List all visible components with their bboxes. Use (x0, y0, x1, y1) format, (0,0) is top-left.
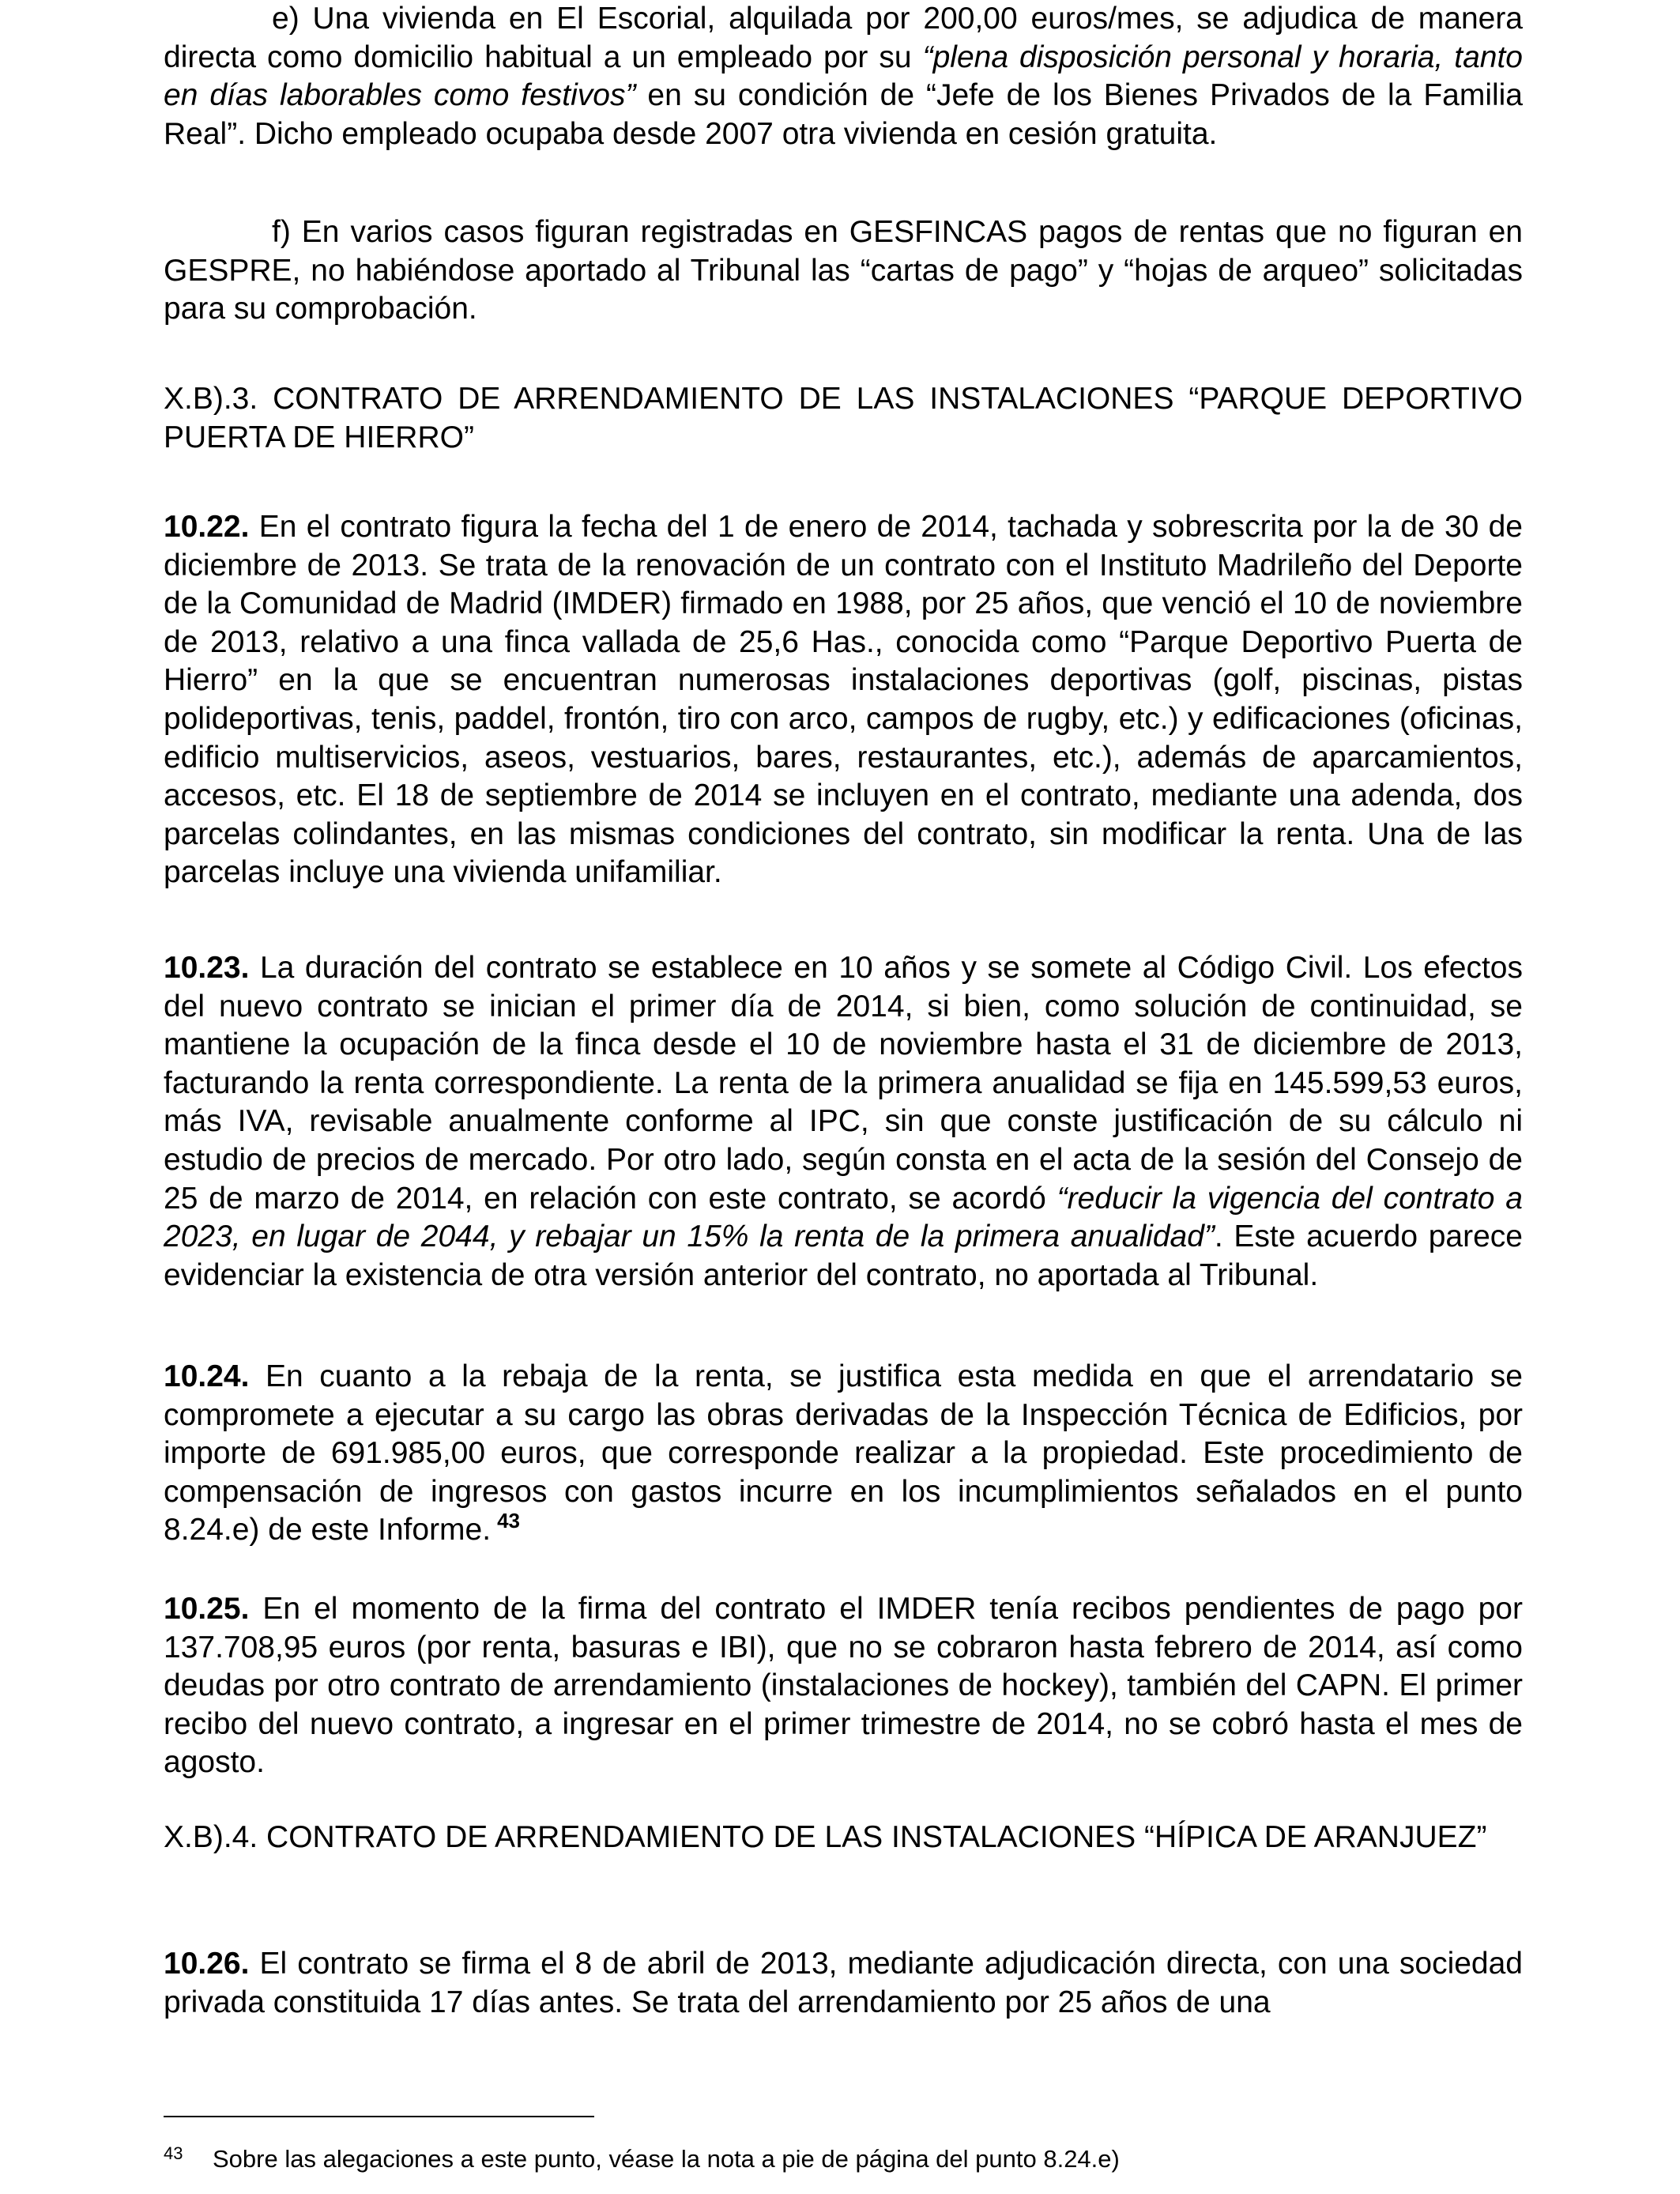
footnote-divider (164, 2116, 594, 2117)
paragraph-e (164, 0, 1523, 153)
section-heading-xb3: X.B).3. CONTRATO DE ARRENDAMIENTO DE LAS INSTALACIONES “PARQUE DEPORTIVO PUERTA DE HIERRO” (164, 382, 1523, 454)
paragraph-number: 10.23. (164, 951, 250, 985)
section-heading-xb4: X.B).4. CONTRATO DE ARRENDAMIENTO DE LAS INSTALACIONES “HÍPICA DE ARANJUEZ” (164, 1820, 1487, 1854)
paragraph-quote: “reducir la vigencia del contrato a 2023, en lugar de 2044, y rebajar un 15% la renta de la primera anualidad” (164, 1181, 1523, 1254)
paragraph-text: El contrato se firma el 8 de abril de 2013, mediante adjudicación directa, con una sociedad privada constituida 17 días antes. Se trata del arrendamiento por 25 años de una (164, 1947, 1523, 2019)
paragraph-e-text-1: e) Una vivienda en El Escorial, alquilada por 200,00 euros/mes, se adjudica de manera directa como domicilio habitual a un empleado por su (164, 2, 1523, 74)
paragraph-number: 10.22. (164, 510, 250, 544)
paragraph-text-1: La duración del contrato se establece en 10 años y se somete al Código Civil. Los efectos del nuevo contrato se inician el primer día de 2014, si bien, como solución de continuidad, se mantiene la ocupación de la finca desde el 10 de noviembre hasta el 31 de diciembre de 2013, facturando la renta correspondiente. La renta de la primera anualidad se fija en 145.599,53 euros, más IVA, revisable anualmente conforme al IPC, sin que conste justificación de su cálculo ni estudio de precios de mercado. Por otro lado, según consta en el acta de la sesión del Consejo de 25 de marzo de 2014, en relación con este contrato, se acordó (164, 951, 1523, 1216)
paragraph-text: En el momento de la firma del contrato el IMDER tenía recibos pendientes de pago por 137.708,95 euros (por renta, basuras e IBI), que no se cobraron hasta febrero de 2014, así como deudas por otro contrato de arrendamiento (instalaciones de hockey), también del CAPN. El primer recibo del nuevo contrato, a ingresar en el primer trimestre de 2014, no se cobró hasta el mes de agosto. (164, 1592, 1523, 1780)
paragraph-10-23 (164, 949, 1523, 1295)
paragraph-e-quote: “plena disposición personal y horaria, tanto en días laborables como festivos” (164, 40, 1523, 113)
paragraph-10-24 (164, 1358, 1523, 1550)
paragraph-10-22 (164, 508, 1523, 892)
footnote-text: Sobre las alegaciones a este punto, véase la nota a pie de página del punto 8.24.e) (213, 2145, 1120, 2173)
paragraph-text: En el contrato figura la fecha del 1 de enero de 2014, tachada y sobrescrita por la de 30 de diciembre de 2013. Se trata de la renovación de un contrato con el Instituto Madrileño del Deporte de la Comunidad de Madrid (IMDER) firmado en 1988, por 25 años, que venció el 10 de noviembre de 2013, relativo a una finca vallada de 25,6 Has., conocida como “Parque Deportivo Puerta de Hierro” en la que se encuentran numerosas instalaciones deportivas (golf, piscinas, pistas polideportivas, tenis, paddel, frontón, tiro con arco, campos de rugby, etc.) y edificaciones (oficinas, edificio multiservicios, aseos, vestuarios, bares, restaurantes, etc.), además de aparcamientos, accesos, etc. El 18 de septiembre de 2014 se incluyen en el contrato, mediante una adenda, dos parcelas colindantes, en las mismas condiciones del contrato, sin modificar la renta. Una de las parcelas incluye una vivienda unifamiliar. (164, 510, 1523, 890)
paragraph-number: 10.25. (164, 1592, 250, 1626)
paragraph-text: En cuanto a la rebaja de la renta, se justifica esta medida en que el arrendatario se compromete a ejecutar a su cargo las obras derivadas de la Inspección Técnica de Edificios, por importe de 691.985,00 euros, que corresponde realizar a la propiedad. Este procedimiento de compensación de ingresos con gastos incurre en los incumplimientos señalados en el punto 8.24.e) de este Informe. (164, 1359, 1523, 1547)
paragraph-text-2: . Este acuerdo parece evidenciar la existencia de otra versión anterior del contrato, no aportada al Tribunal. (164, 1220, 1523, 1292)
footnote-43: 43 Sobre las alegaciones a este punto, véase la nota a pie de página del punto 8.24.e) (164, 2143, 1120, 2173)
paragraph-f: f) En varios casos figuran registradas en GESFINCAS pagos de rentas que no figuran en GESPRE, no habiéndose aportado al Tribunal las “cartas de pago” y “hojas de arqueo” solicitadas para su comprobación. (164, 215, 1523, 326)
footnote-reference[interactable]: 43 (497, 1509, 520, 1533)
paragraph-10-25 (164, 1590, 1523, 1782)
paragraph-10-26 (164, 1945, 1523, 2022)
paragraph-number: 10.24. (164, 1359, 250, 1393)
paragraph-number: 10.26. (164, 1947, 250, 1981)
paragraph-e-text-2: en su condición de “Jefe de los Bienes Privados de la Familia Real”. Dicho empleado ocupaba desde 2007 otra vivienda en cesión gratuita. (164, 78, 1523, 151)
